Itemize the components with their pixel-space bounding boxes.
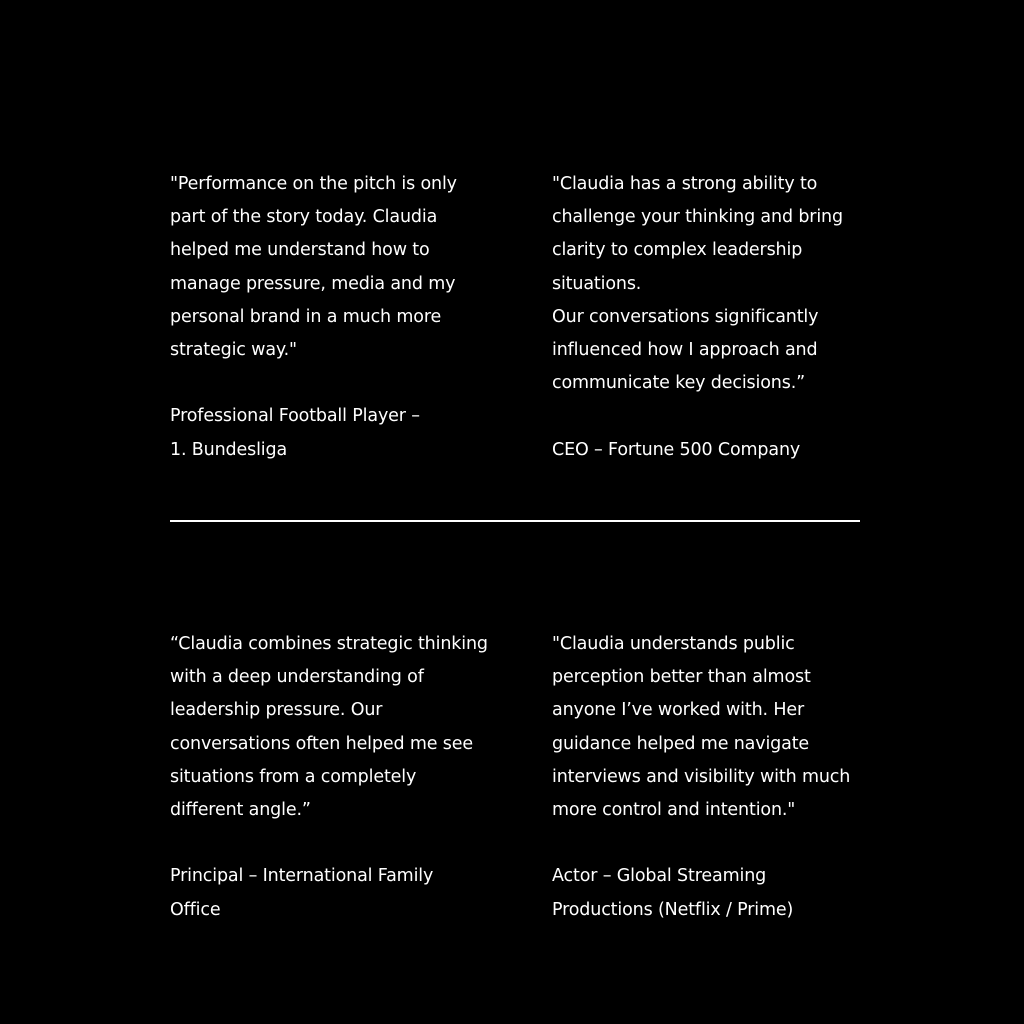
quote-line: influenced how I approach and: [552, 339, 818, 360]
quote-line: anyone I’ve worked with. Her: [552, 700, 805, 721]
attribution-line: Productions (Netflix / Prime): [552, 899, 794, 920]
quote-line: “Claudia combines strategic thinking: [170, 634, 488, 654]
quote-line: different angle.”: [170, 799, 311, 820]
quote-line: "Claudia understands public: [552, 634, 795, 654]
quote-line: guidance helped me navigate: [552, 733, 810, 754]
quote-line: clarity to complex leadership: [552, 240, 803, 261]
attribution-line: Office: [170, 899, 221, 920]
quote-line: challenge your thinking and bring: [552, 207, 843, 228]
quote-line: helped me understand how to: [170, 240, 430, 261]
quote-line: leadership pressure. Our: [170, 700, 383, 721]
quote-line: "Claudia has a strong ability to: [552, 174, 818, 194]
attribution-line: 1. Bundesliga: [170, 439, 288, 460]
quote-line: more control and intention.": [552, 799, 796, 820]
quote-line: part of the story today. Claudia: [170, 207, 438, 228]
spacer: [552, 827, 892, 860]
section-divider: [170, 520, 860, 522]
testimonial-card-ceo: [552, 168, 892, 467]
quote-line: personal brand in a much more: [170, 306, 442, 327]
quote-line: with a deep understanding of: [170, 667, 424, 688]
quote-line: perception better than almost: [552, 667, 811, 688]
testimonial-card-actor: [552, 628, 892, 927]
testimonial-card-football: [170, 168, 510, 467]
quote-line: conversations often helped me see: [170, 733, 473, 754]
quote-line: Our conversations significantly: [552, 306, 819, 327]
attribution-line: CEO – Fortune 500 Company: [552, 439, 801, 460]
attribution-line: Principal – International Family: [170, 866, 434, 887]
testimonial-card-family-office: [170, 628, 510, 927]
quote-line: communicate key decisions.”: [552, 373, 806, 394]
quote-line: manage pressure, media and my: [170, 273, 456, 294]
attribution-line: Professional Football Player –: [170, 406, 420, 427]
attribution-line: Actor – Global Streaming: [552, 866, 767, 887]
quote-line: strategic way.": [170, 339, 297, 360]
quote-line: interviews and visibility with much: [552, 766, 851, 787]
quote-line: "Performance on the pitch is only: [170, 174, 457, 194]
quote-line: situations from a completely: [170, 766, 417, 787]
spacer: [170, 827, 510, 860]
spacer: [552, 400, 892, 433]
spacer: [170, 367, 510, 400]
quote-line: situations.: [552, 273, 642, 294]
